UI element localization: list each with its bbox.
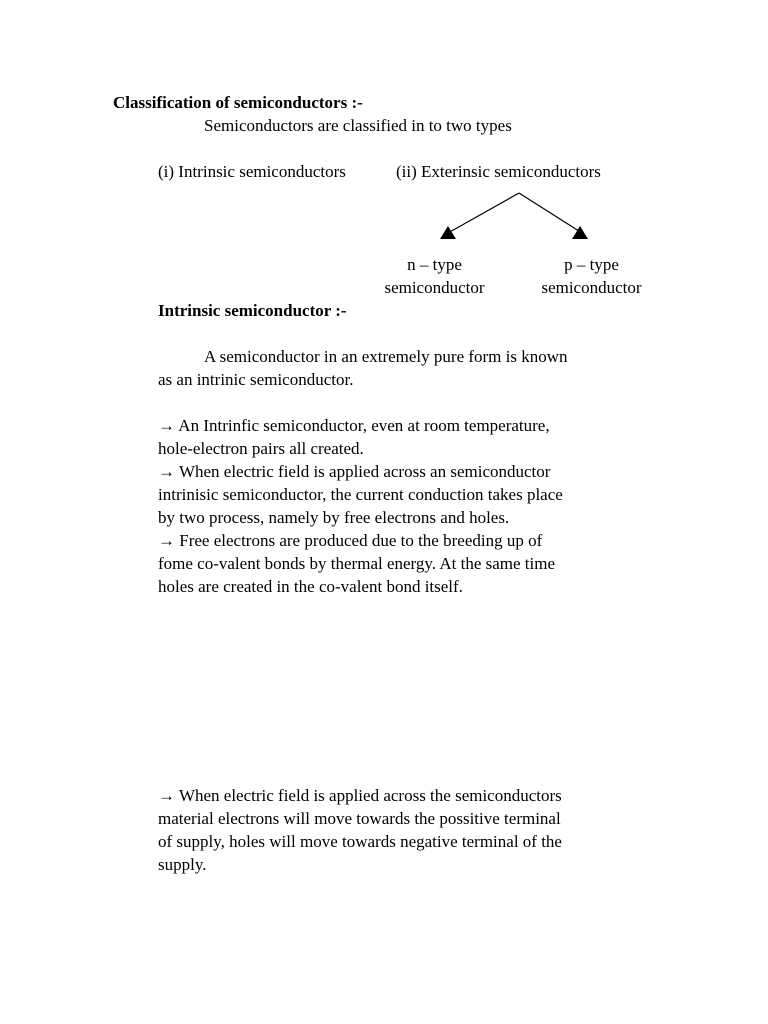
n-type-semiconductor-label: semiconductor <box>384 278 485 297</box>
intrinsic-type-label: (i) Intrinsic semiconductors <box>158 162 346 181</box>
point-3-line-2: fome co-valent bonds by thermal energy. At the same time <box>158 554 556 573</box>
final-point-line-3: of supply, holes will move towards negative terminal of the <box>158 832 562 851</box>
point-3-line-3: holes are created in the co-valent bond itself. <box>158 577 463 596</box>
point-1-line-1: → An Intrinfic semiconductor, even at room temperature, <box>158 416 550 435</box>
point-3-line-1: → Free electrons are produced due to the breeding up of <box>158 531 543 550</box>
final-point-line-1: → When electric field is applied across the semiconductors <box>158 786 562 805</box>
point-1-line-2: hole-electron pairs all created. <box>158 439 364 458</box>
p-type-semiconductor-label: semiconductor <box>541 278 642 297</box>
n-type-label: n – type <box>407 255 462 274</box>
final-point-line-4: supply. <box>158 855 207 874</box>
definition-line-1: A semiconductor in an extremely pure form is known <box>204 347 568 366</box>
branch-line-n <box>448 193 519 233</box>
definition-line-2: as an intrinic semiconductor. <box>158 370 354 389</box>
extrinsic-type-label: (ii) Exterinsic semiconductors <box>396 162 601 181</box>
final-point-line-2: material electrons will move towards the possitive terminal <box>158 809 561 828</box>
p-type-label: p – type <box>564 255 619 274</box>
classification-heading: Classification of semiconductors :- <box>113 93 363 112</box>
point-2-line-3: by two process, namely by free electrons and holes. <box>158 508 510 527</box>
intro-text: Semiconductors are classified in to two types <box>204 116 512 135</box>
point-2-line-2: intrinisic semiconductor, the current conduction takes place <box>158 485 563 504</box>
intrinsic-section-heading: Intrinsic semiconductor :- <box>158 301 347 320</box>
branch-line-p <box>519 193 582 233</box>
arrowhead-n-icon <box>440 226 456 239</box>
point-2-line-1: → When electric field is applied across an semiconductor <box>158 462 551 481</box>
